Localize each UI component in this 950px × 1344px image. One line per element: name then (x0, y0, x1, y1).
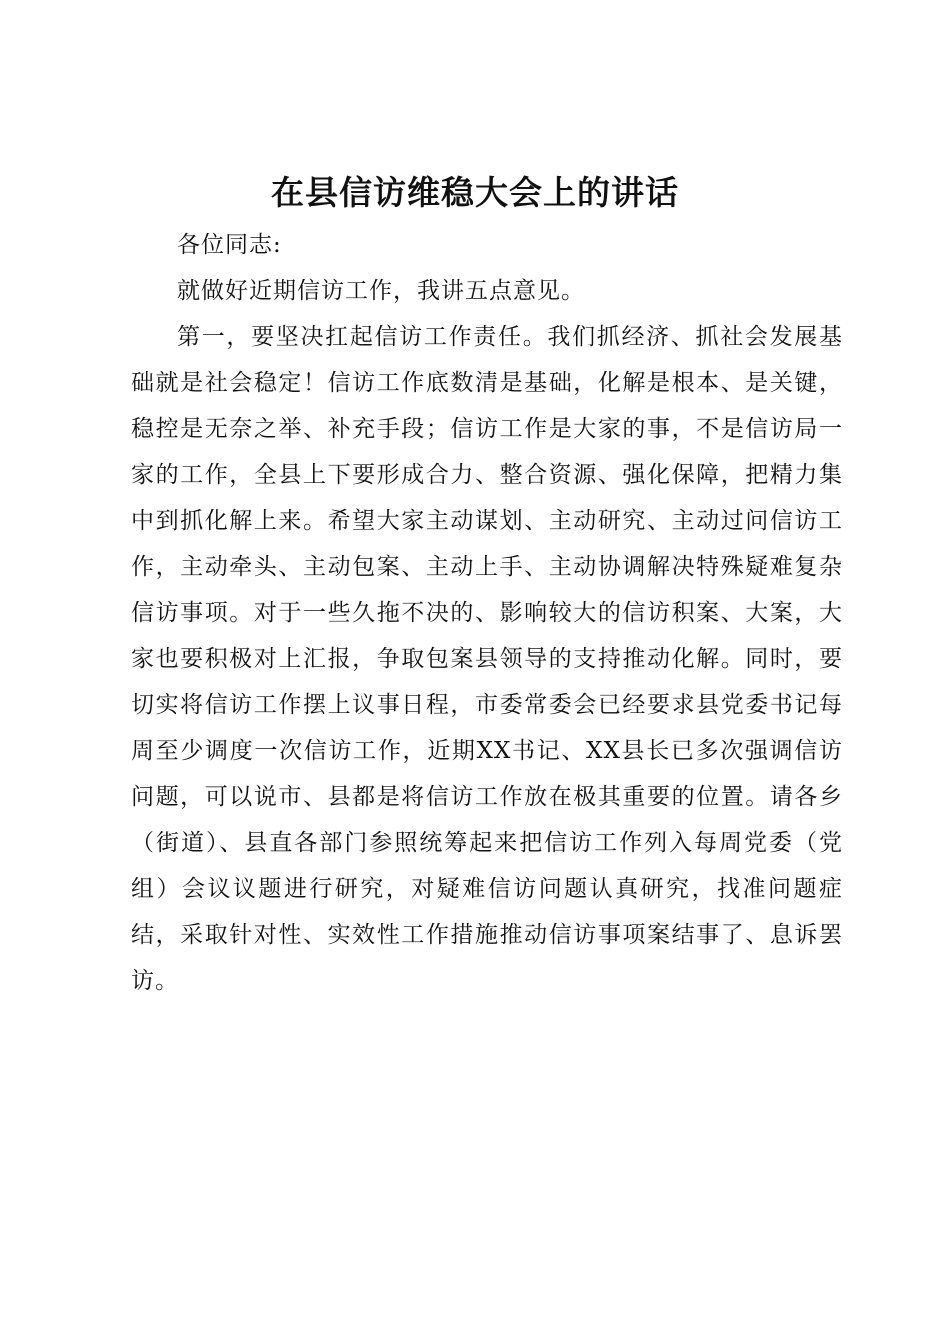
intro-paragraph: 就做好近期信访工作，我讲五点意见。 (177, 278, 585, 304)
document-body (131, 222, 843, 1004)
document-title: 在县信访维稳大会上的讲话 (271, 173, 679, 212)
point-one-paragraph: 第一，要坚决扛起信访工作责任。我们抓经济、抓社会发展基础就是社会稳定！信访工作底数清是基础，化解是根本、是关键，稳控是无奈之举、补充手段；信访工作是大家的事，不是信访局一家的工作，全县上下要形成合力、整合资源、强化保障，把精力集中到抓化解上来。希望大家主动谋划、主动研究、主动过问信访工作，主动牵头、主动包案、主动上手、主动协调解决特殊疑难复杂信访事项。对于一些久拖不决的、影响较大的信访积案、大案，大家也要积极对上汇报，争取包案县领导的支持推动化解。同时，要切实将信访工作摆上议事日程，市委常委会已经要求县党委书记每周至少调度一次信访工作，近期XX书记、XX县长已多次强调信访问题，可以说市、县都是将信访工作放在极其重要的位置。请各乡（街道）、县直各部门参照统筹起来把信访工作列入每周党委（党组）会议议题进行研究，对疑难信访问题认真研究，找准问题症结，采取针对性、实效性工作措施推动信访事项案结事了、息诉罢访。 (131, 324, 843, 994)
salutation-paragraph: 各位同志: (177, 232, 282, 258)
